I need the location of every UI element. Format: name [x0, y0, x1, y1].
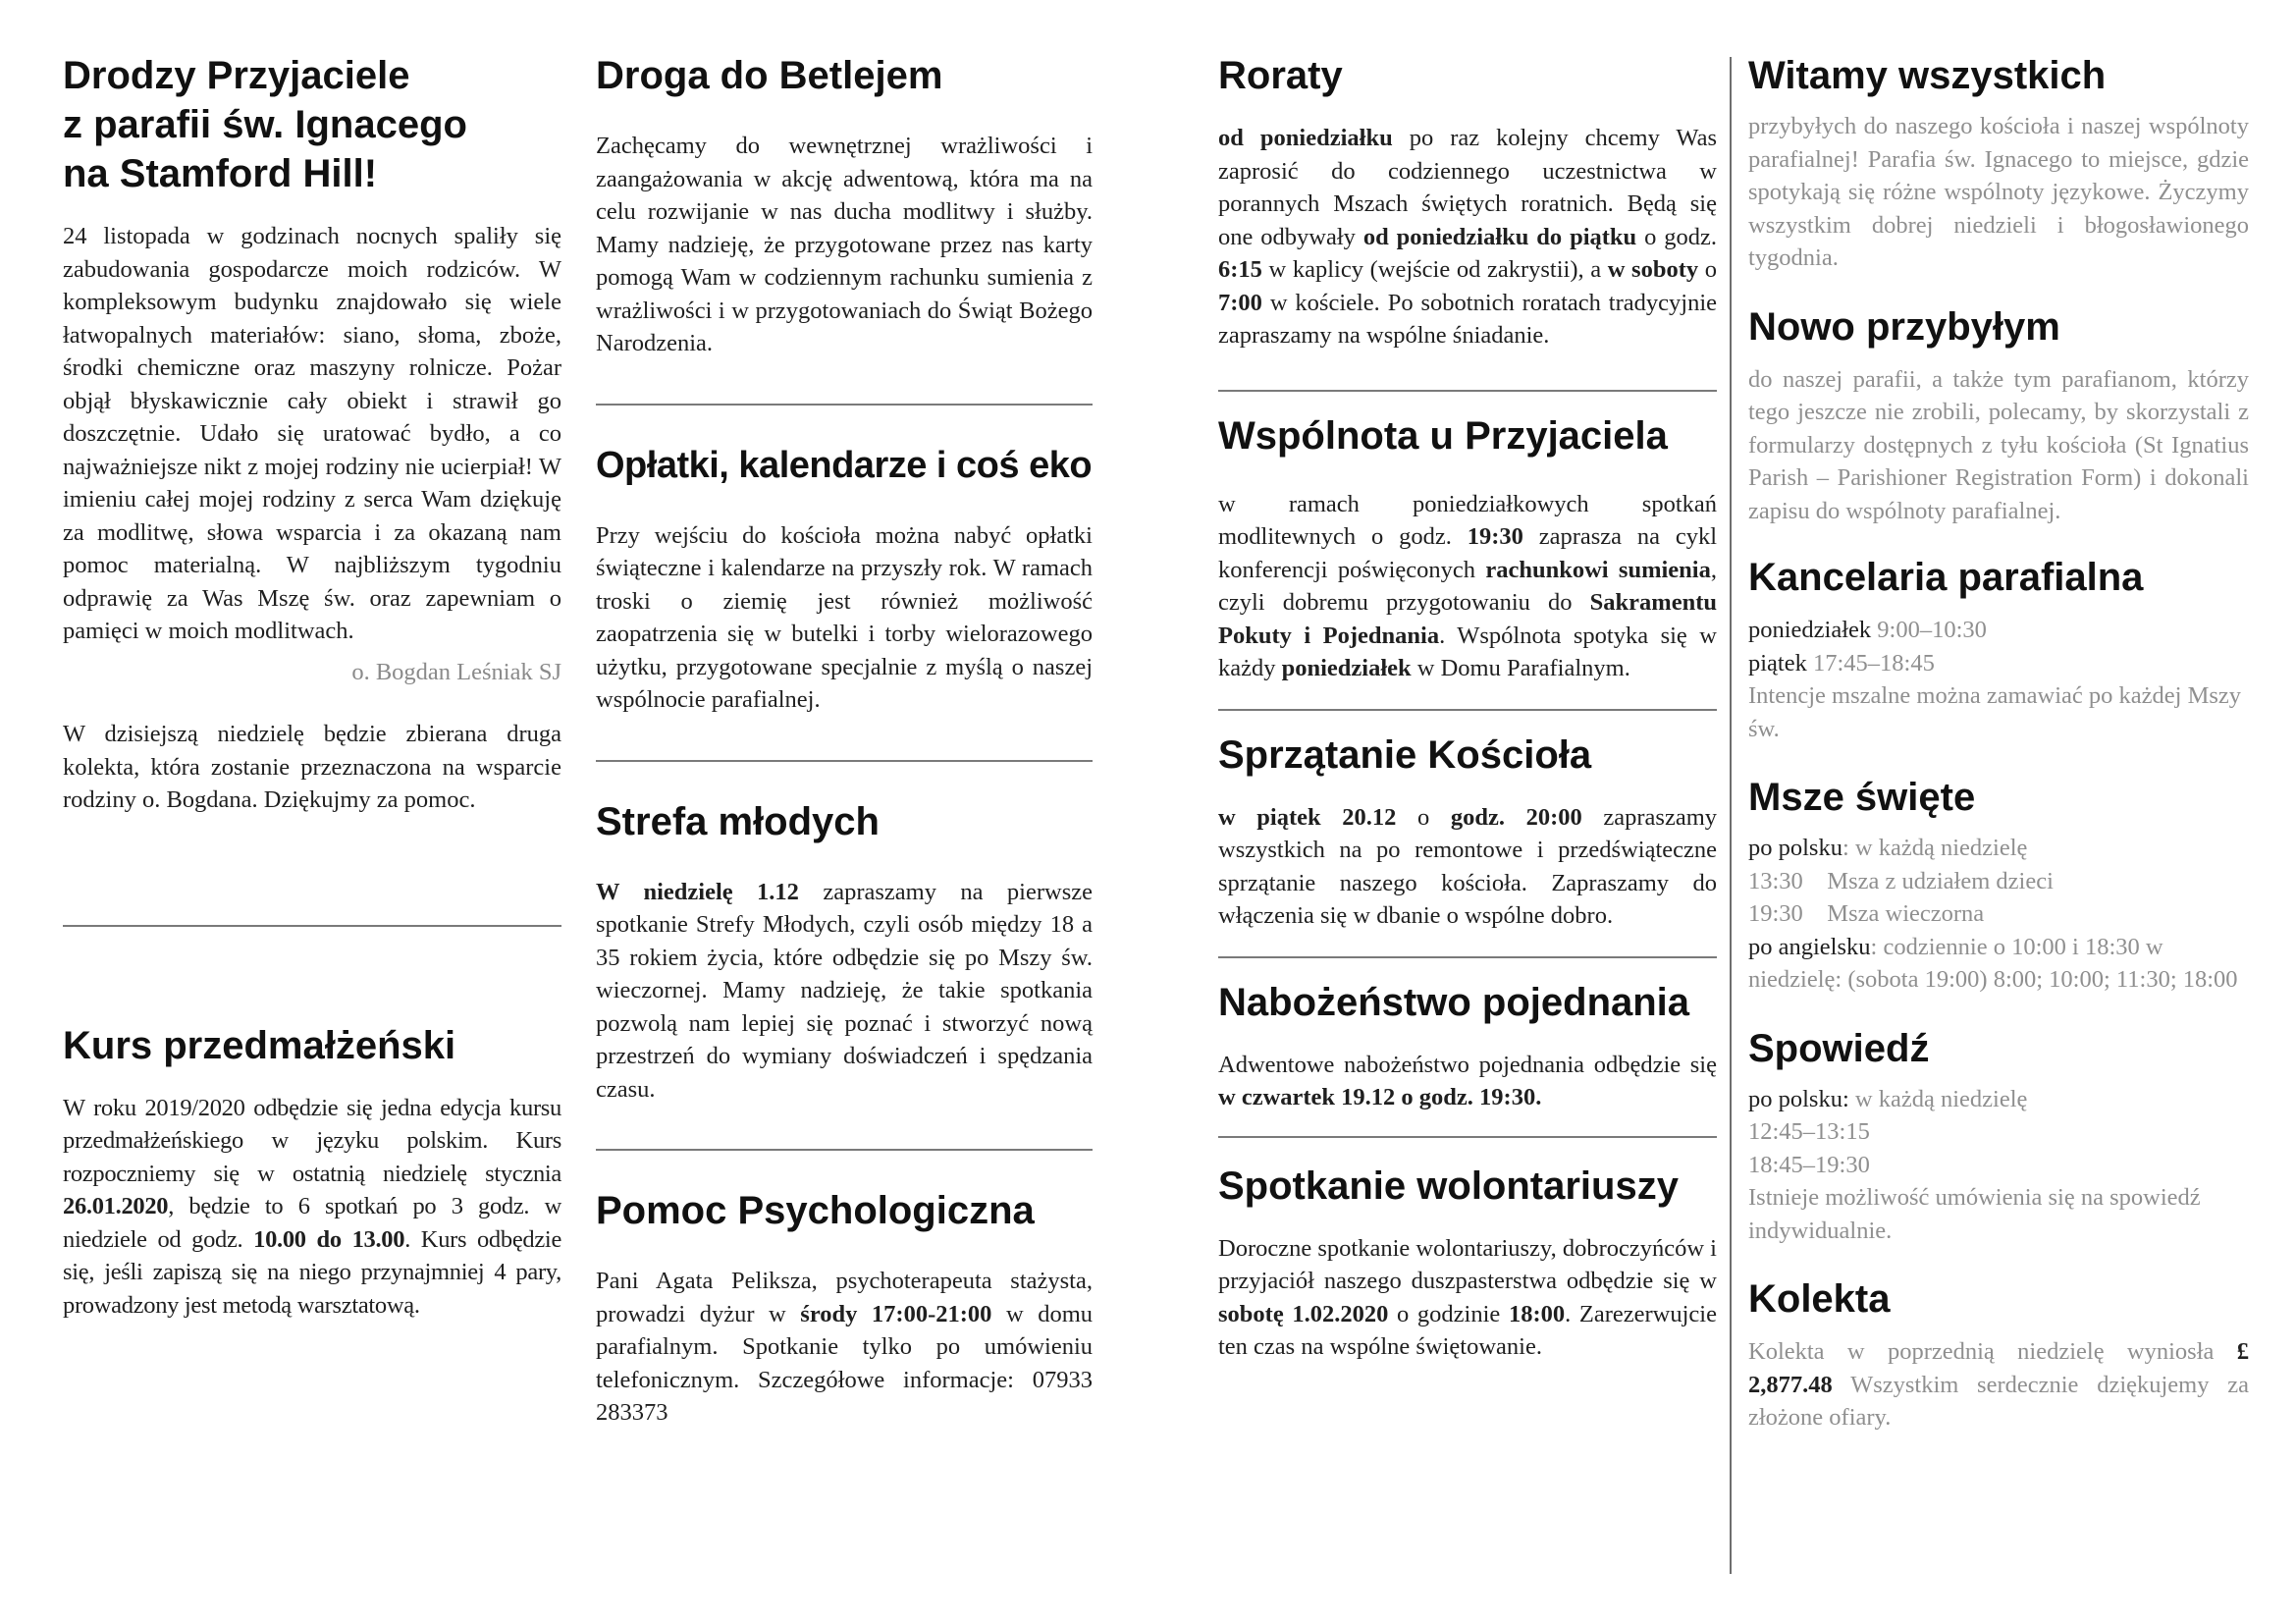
wspolnota-body [1218, 488, 1717, 685]
kol-text-2: Wszystkim serdecznie dziękujemy za złożone ofiary. [1748, 1371, 2249, 1431]
msze-line-1: 13:30 Msza z udziałem dzieci [1748, 867, 2054, 894]
droga-body: Zachęcamy do wewnętrznej wrażliwości i zaangażowania w akcję adwentową, która ma na celu rozwijanie w nas ducha modlitwy i służby. Mamy nadzieję, że przygotowane przez nas karty pomogą Wam w codziennym rachunku sumienia z wrażliwości i w przygotowaniach do Świąt Bożego Narodzenia. [596, 133, 1093, 356]
strefa-text: zapraszamy na pierwsze spotkanie Strefy Młodych, czyli osób między 18 a 35 rokiem życia, które odbędzie się po Mszy św. wieczornej. Mamy nadzieję, że takie spotkania pozwolą nam lepiej się poznać i stworzyć nową przestrzeń do wymiany doświadczeń i spędzania czasu. [596, 878, 1093, 1103]
wsp-text-5: w Domu Parafialnym. [1411, 655, 1630, 681]
sprz-text-2: zapraszamy wszystkich na po remontowe i przedświąteczne sprzątanie naszego kościoła. Zapraszamy do włączenia się w dbanie o wspólne dobro. [1218, 803, 1717, 929]
wspolnota-title: Wspólnota u Przyjaciela [1218, 413, 1668, 458]
column-1 [63, 51, 561, 1322]
roraty-text-2: o godz. [1636, 223, 1717, 250]
spow-pl-label: po polsku: [1748, 1085, 1849, 1112]
wsp-text-3: , czyli dobremu przygotowaniu do [1218, 556, 1717, 616]
kol-amount: £ 2,877.48 [1748, 1338, 2249, 1398]
kurs-date: 26.01.2020 [63, 1193, 169, 1219]
nowo-title: Nowo przybyłym [1748, 304, 2060, 349]
witamy-title: Witamy wszystkich [1748, 54, 2107, 97]
spow-pl-rest: w każdą niedzielę [1848, 1085, 2028, 1112]
divider [596, 404, 1093, 406]
column-2 [596, 51, 1093, 1430]
column-4 [1748, 51, 2249, 1435]
msze-line-2: 19:30 Msza wieczorna [1748, 900, 1985, 927]
divider [1218, 390, 1717, 392]
wsp-bold-2: rachunkowi sumienia [1485, 556, 1711, 583]
wol-text-3: . Zarezerwujcie ten czas na wspólne świętowanie. [1218, 1300, 1717, 1360]
wsp-bold-3: Sakramentu Pokuty i Pojednania [1218, 589, 1717, 649]
strefa-date: W niedzielę 1.12 [596, 878, 799, 905]
roraty-bold-3: 6:15 [1218, 256, 1262, 283]
msze-english [1748, 931, 2249, 997]
oplatki-title: Opłatki, kalendarze i coś eko [596, 444, 1093, 486]
msze-body [1748, 832, 2249, 997]
kurs-text-1: W roku 2019/2020 odbędzie się jedna edycja kursu przedmałżeńskiego w języku polskim. Kurs rozpoczniemy się w ostatnią niedzielę stycznia [63, 1094, 561, 1187]
roraty-text-5: w kościele. Po sobotnich roratach tradycyjnie zapraszamy na wspólne śniadanie. [1218, 289, 1717, 349]
kurs-text-2: , będzie to 6 spotkań po 3 godz. w niedziele od godz. [63, 1193, 561, 1253]
roraty-text-1: po raz kolejny chcemy Was zaprosić do codziennego uczestnictwa w porannych Mszach świętych roratnich. Będą się one odbywały [1218, 125, 1717, 250]
intro-title: Drodzy Przyjaciele z parafii św. Ignacego na Stamford Hill! [63, 54, 467, 195]
divider [63, 925, 561, 927]
signature: o. Bogdan Leśniak SJ [351, 658, 561, 685]
spowiedz-polish [1748, 1083, 2249, 1116]
wol-bold-1: sobotę 1.02.2020 [1218, 1300, 1389, 1327]
roraty-bold-4: w soboty [1607, 256, 1699, 283]
strefa-title: Strefa młodych [596, 799, 880, 843]
wolontariusze-title: Spotkanie wolontariuszy [1218, 1164, 1679, 1208]
witamy-body: przybyłych do naszego kościoła i naszej wspólnoty parafialnej! Parafia św. Ignacego to miejsce, gdzie spotykają się różne wspólnoty językowe. Życzymy wszystkim dobrej niedzieli i błogosławionego tygodnia. [1748, 113, 2249, 271]
column-divider [1730, 57, 1732, 1574]
divider [1218, 709, 1717, 711]
roraty-bold-1: od poniedziałku [1218, 125, 1393, 151]
divider [1218, 1136, 1717, 1138]
divider [596, 760, 1093, 762]
sprz-bold-2: godz. 20:00 [1450, 803, 1582, 831]
kolekta-body [1748, 1335, 2249, 1435]
msze-pl-label: po polsku [1748, 835, 1842, 861]
wol-text-2: o godzinie [1388, 1300, 1509, 1327]
wolontariusze-body [1218, 1232, 1717, 1364]
kolekta-title: Kolekta [1748, 1277, 1891, 1321]
wsp-bold-1: 19:30 [1467, 523, 1523, 550]
sprzatanie-title: Sprzątanie Kościoła [1218, 732, 1592, 777]
nab-bold-1: w czwartek 19.12 o godz. 19:30. [1218, 1084, 1542, 1110]
msze-polish [1748, 832, 2249, 865]
pomoc-hours: środy 17:00-21:00 [800, 1300, 992, 1327]
spowiedz-body [1748, 1083, 2249, 1248]
wol-text-1: Doroczne spotkanie wolontariuszy, dobroczyńców i przyjaciół naszego duszpasterstwa odbędzie się w [1218, 1234, 1717, 1294]
kol-text-1: Kolekta w poprzednią niedzielę wyniosła [1748, 1338, 2237, 1365]
wsp-text-1: w ramach poniedziałkowych spotkań modlitewnych o godz. [1218, 490, 1717, 550]
kurs-title: Kurs przedmałżeński [63, 1023, 456, 1067]
kanc-hours-1: 9:00–10:30 [1871, 617, 1987, 643]
kurs-body [63, 1092, 561, 1323]
nowo-body: do naszej parafii, a także tym parafianom, którzy tego jeszcze nie zrobili, polecamy, by skorzystali z formularzy dostępnych z tyłu kościoła (St Ignatius Parish – Parishioner Registration Form) i dokonali zapisu do wspólnoty parafialnej. [1748, 365, 2249, 524]
pomoc-text-2: w domu parafialnym. Spotkanie tylko po umówieniu telefonicznym. Szczegółowe informacje: 07933 283373 [596, 1300, 1093, 1426]
sprz-bold-1: w piątek 20.12 [1218, 803, 1397, 831]
kancelaria-title: Kancelaria parafialna [1748, 556, 2144, 599]
pomoc-body [596, 1265, 1093, 1430]
roraty-body [1218, 122, 1717, 352]
divider [596, 1149, 1093, 1151]
kurs-to: do [316, 1225, 342, 1253]
msze-title: Msze święte [1748, 776, 1976, 819]
msze-pl-rest: : w każdą niedzielę [1842, 835, 2028, 861]
kanc-day-2: piątek [1748, 649, 1807, 677]
nabozenstwo-body [1218, 1049, 1717, 1114]
intro-body: 24 listopada w godzinach nocnych spaliły się zabudowania gospodarcze moich rodziców. W kompleksowym budynku znajdowało się wiele łatwopalnych materiałów: siano, słoma, zboże, środki chemiczne oraz maszyny rolnicze. Pożar objął błyskawicznie cały obiekt i strawił go doszczętnie. Udało się uratować bydło, a co najważniejsze nikt z mojej rodziny nie ucierpiał! W imieniu całej mojej rodziny z serca Wam dziękuję za modlitwę, słowa wsparcia i za okazaną nam pomoc materialną. W najbliższym tygodniu odprawię za Was Mszę św. oraz zapewniam o pamięci w moich modlitwach. [63, 223, 561, 644]
roraty-bold-2: od poniedziałku do piątku [1362, 223, 1637, 250]
sprz-text-1: o [1396, 803, 1451, 831]
divider [1218, 956, 1717, 958]
pomoc-text-1: Pani Agata Peliksza, psychoterapeuta stażysta, prowadzi dyżur w [596, 1268, 1093, 1327]
roraty-text-3: w kaplicy (wejście od zakrystii), a [1261, 256, 1608, 283]
pomoc-title: Pomoc Psychologiczna [596, 1189, 1035, 1232]
droga-title: Droga do Betlejem [596, 54, 943, 97]
wsp-text-2: zaprasza na cykl konferencji poświęconych [1218, 523, 1717, 583]
kancelaria-note: Intencje mszalne można zamawiać po każdej Mszy św. [1748, 682, 2242, 742]
kurs-text-3: . Kurs odbędzie się, jeśli zapiszą się na niego przynajmniej 4 pary, prowadzony jest metodą warsztatową. [63, 1225, 562, 1319]
msze-en-rest: : codziennie o 10:00 i 18:30 w niedzielę: (sobota 19:00) 8:00; 10:00; 11:30; 18:00 [1748, 933, 2238, 993]
spowiedz-title: Spowiedź [1748, 1026, 1930, 1070]
column-3 [1218, 51, 1717, 1364]
nab-text-1: Adwentowe nabożeństwo pojednania odbędzie się [1218, 1051, 1717, 1078]
spowiedz-line-2: 18:45–19:30 [1748, 1151, 1870, 1178]
oplatki-body: Przy wejściu do kościoła można nabyć opłatki świąteczne i kalendarze na przyszły rok. W ramach troski o ziemię jest również możliwość zaopatrzenia się w butelki i torby wielorazowego użytku, przygotowane specjalnie z myślą o naszej wspólnocie parafialnej. [596, 521, 1093, 713]
spowiedz-line-1: 12:45–13:15 [1748, 1118, 1870, 1145]
roraty-text-4: o [1698, 256, 1717, 283]
kurs-time-end: 13.00 [351, 1225, 405, 1253]
kanc-hours-2: 17:45–18:45 [1806, 649, 1935, 677]
msze-en-label: po angielsku [1748, 933, 1871, 960]
wol-bold-2: 18:00 [1508, 1300, 1566, 1327]
kanc-day-1: poniedziałek [1748, 617, 1872, 643]
kurs-time-start: 10.00 [253, 1225, 306, 1253]
spowiedz-note: Istnieje możliwość umówienia się na spowiedź indywidualnie. [1748, 1184, 2201, 1244]
sprzatanie-body [1218, 801, 1717, 933]
roraty-title: Roraty [1218, 54, 1343, 97]
collection-note: W dzisiejszą niedzielę będzie zbierana druga kolekta, która zostanie przeznaczona na wsparcie rodziny o. Bogdana. Dziękujmy za pomoc. [63, 721, 561, 813]
kancelaria-friday [1748, 647, 2249, 680]
roraty-bold-5: 7:00 [1218, 289, 1262, 316]
kancelaria-monday [1748, 614, 2249, 647]
kancelaria-body [1748, 614, 2249, 745]
strefa-body [596, 876, 1093, 1107]
nabozenstwo-title: Nabożeństwo pojednania [1218, 980, 1690, 1024]
wsp-text-4: . Wspólnota spotyka się w każdy [1218, 622, 1717, 681]
wsp-bold-4: poniedziałek [1281, 655, 1412, 681]
